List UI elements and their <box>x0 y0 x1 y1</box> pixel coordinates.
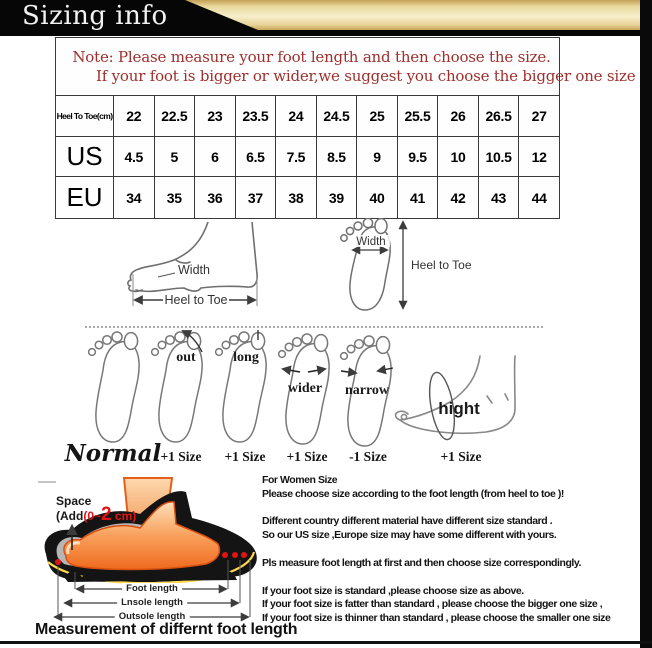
cell-us-9: 10.5 <box>478 137 519 177</box>
footprint-long <box>216 332 267 442</box>
cell-us-2: 6 <box>195 137 236 177</box>
space-annotation <box>56 495 136 523</box>
cell-eu-8: 42 <box>438 177 479 219</box>
page-title: Sizing info <box>22 1 168 31</box>
cell-eu-3: 37 <box>235 177 276 219</box>
size-label-hight: +1 Size <box>440 449 482 464</box>
cell-eu-9: 43 <box>478 177 519 219</box>
cell-cm-10: 27 <box>519 96 560 137</box>
info-line: So our US size ,Europe size may have some different with yours. <box>262 528 557 541</box>
cell-us-3: 6.5 <box>235 137 276 177</box>
side-heel-to-toe-label: Heel to Toe <box>164 293 228 307</box>
row-header-cm: Heel To Toe(cm) <box>56 96 114 137</box>
gold-ribbon <box>185 0 640 30</box>
size-label-wider: +1 Size <box>286 449 328 464</box>
cell-cm-9: 26.5 <box>478 96 519 137</box>
cell-cm-6: 25 <box>357 96 398 137</box>
cell-cm-8: 26 <box>438 96 479 137</box>
cell-us-5: 8.5 <box>316 137 357 177</box>
space-add: (Add <box>56 509 84 523</box>
title-banner <box>0 0 652 36</box>
space-word: Space <box>56 494 92 508</box>
top-footprint-outline <box>341 218 390 310</box>
cell-eu-7: 41 <box>397 177 438 219</box>
cell-cm-5: 24.5 <box>316 96 357 137</box>
cell-us-10: 12 <box>519 137 560 177</box>
table-row-heel-to-toe <box>56 96 560 137</box>
top-heel-to-toe-label: Heel to Toe <box>411 258 472 272</box>
cell-us-7: 9.5 <box>397 137 438 177</box>
top-width-label: Width <box>356 236 386 248</box>
cell-cm-7: 25.5 <box>397 96 438 137</box>
narrow-arrow-left <box>341 371 356 373</box>
table-row-eu <box>56 177 560 219</box>
foot-type-label-long: long <box>233 350 259 365</box>
cell-eu-2: 36 <box>195 177 236 219</box>
foot-length-label: Foot length <box>122 583 182 594</box>
diagram-caption: Measurement of differnt foot length <box>35 621 298 638</box>
info-line: Please choose size according to the foot length (from heel to toe )! <box>262 487 564 500</box>
row-header-us: US <box>56 137 114 177</box>
cell-cm-3: 23.5 <box>235 96 276 137</box>
note-line-2: If your foot is bigger or wider,we suggest you choose the bigger one size <box>96 66 636 85</box>
space-range-pre: (0~ <box>83 509 102 523</box>
cell-eu-5: 39 <box>316 177 357 219</box>
foot-type-label-out: out <box>176 350 196 365</box>
insole-length-label: Lnsole length <box>117 597 187 608</box>
cell-us-4: 7.5 <box>276 137 317 177</box>
cell-cm-1: 22.5 <box>154 96 195 137</box>
footprint-normal <box>89 332 140 442</box>
foot-type-label-hight: hight <box>438 399 480 418</box>
cell-cm-0: 22 <box>114 96 155 137</box>
cell-eu-4: 38 <box>276 177 317 219</box>
foot-type-label-narrow: narrow <box>344 383 390 398</box>
footprint-out <box>152 332 203 442</box>
space-range-post: cm) <box>111 509 137 523</box>
size-label-out: +1 Size <box>160 449 202 464</box>
info-line: If your foot size is fatter than standard , please choose the bigger one size , <box>262 598 603 610</box>
sizing-guidelines-text <box>262 474 634 625</box>
info-line: If your foot size is standard ,please choose size as above. <box>262 584 524 597</box>
cell-us-1: 5 <box>154 137 195 177</box>
side-foot-measure-diagram <box>80 222 275 312</box>
cell-eu-6: 40 <box>357 177 398 219</box>
size-label-long: +1 Size <box>224 449 266 464</box>
cell-eu-0: 34 <box>114 177 155 219</box>
top-foot-measure-diagram <box>337 218 479 316</box>
cell-us-0: 4.5 <box>114 137 155 177</box>
table-row-us <box>56 137 560 177</box>
info-line: Different country different material have different size standard . <box>262 515 553 527</box>
cell-cm-4: 24 <box>276 96 317 137</box>
cell-us-6: 9 <box>357 137 398 177</box>
cell-cm-2: 23 <box>195 96 236 137</box>
info-heading: For Women Size <box>262 474 338 486</box>
cell-eu-10: 44 <box>519 177 560 219</box>
cell-eu-1: 35 <box>154 177 195 219</box>
cell-us-8: 10 <box>438 137 479 177</box>
foot-type-label-wider: wider <box>287 381 323 396</box>
right-border-strip <box>640 0 652 648</box>
row-header-eu: EU <box>56 177 114 219</box>
side-width-label: Width <box>178 263 210 277</box>
side-foot-outline <box>128 222 257 291</box>
size-label-normal: Normal <box>64 440 162 467</box>
note-cell <box>56 38 636 96</box>
note-line-1: Note: Please measure your foot length and then choose the size. <box>72 47 551 66</box>
info-line: If your foot size is thinner than standard , please choose the smaller one size <box>262 611 611 624</box>
outsole-length-label: Outsole length <box>115 611 190 622</box>
dotted-baseline <box>85 326 543 328</box>
size-label-narrow: -1 Size <box>349 449 387 464</box>
space-range-value: 2 <box>101 504 112 525</box>
size-conversion-table <box>55 37 636 219</box>
bottom-border-line <box>0 641 652 644</box>
info-line: Pls measure foot length at first and then choose size correspondingly. <box>262 557 581 569</box>
